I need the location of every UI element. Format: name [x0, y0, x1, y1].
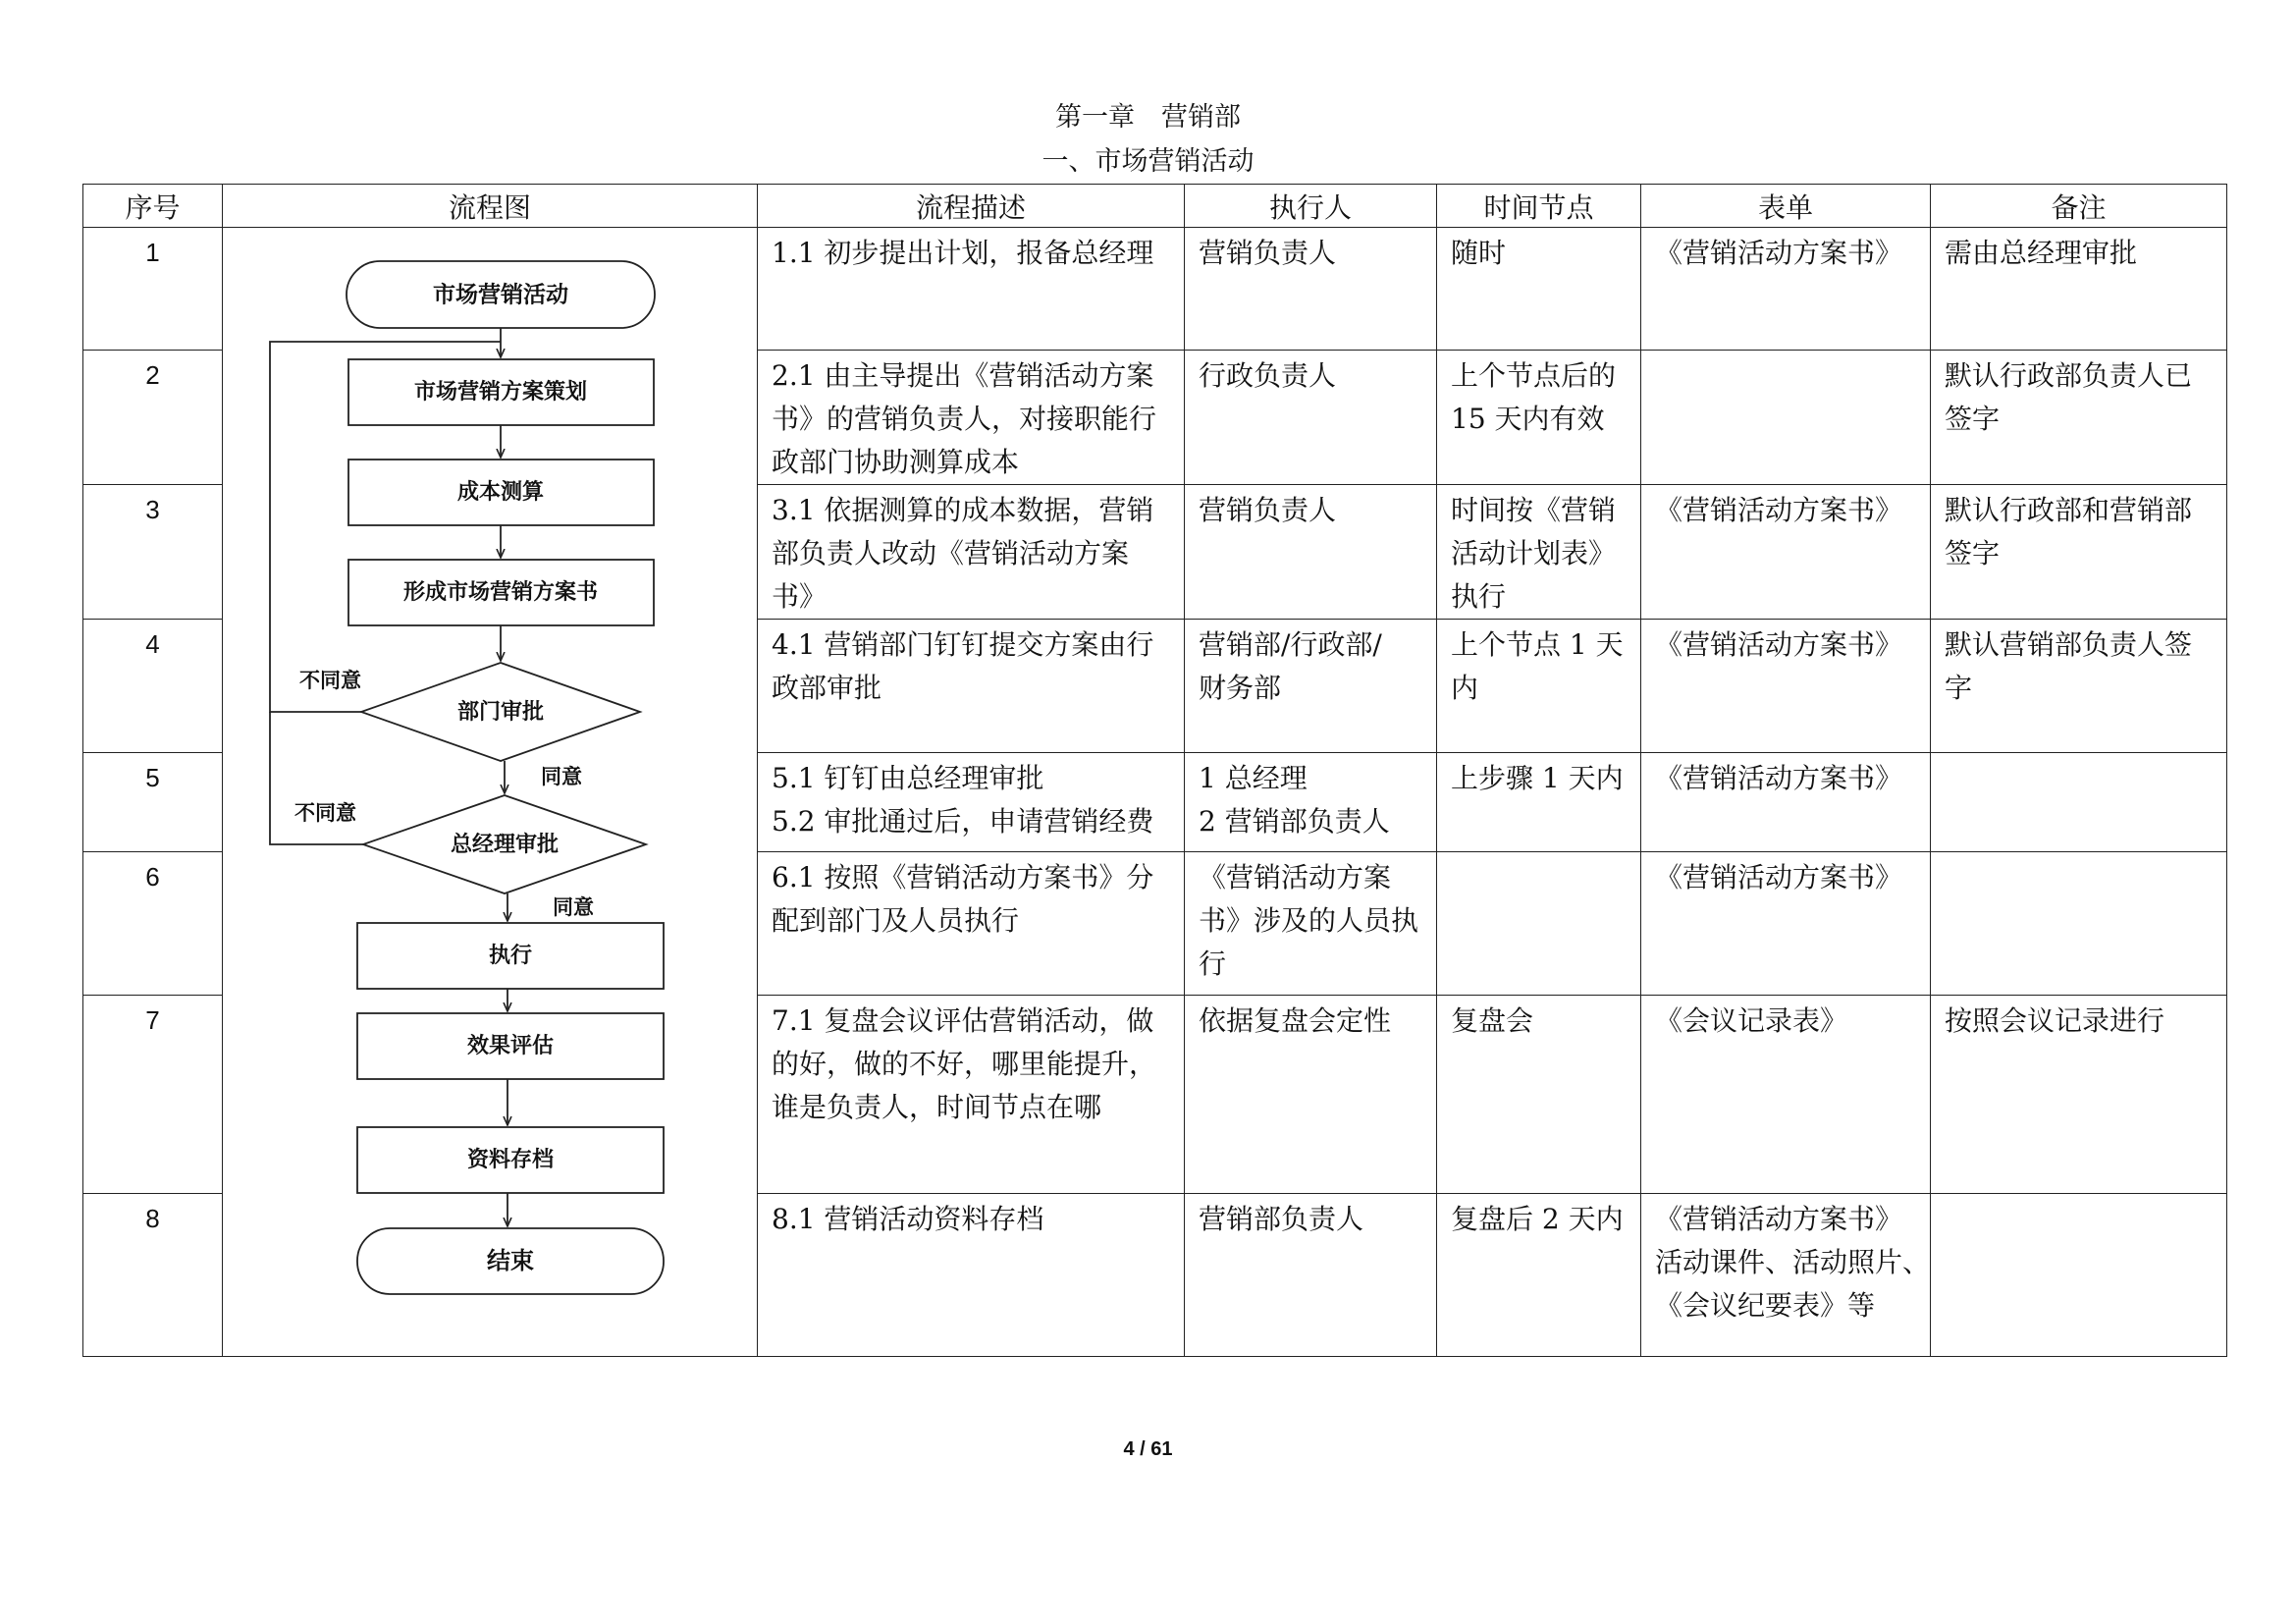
cell-line: 8.1 营销活动资料存档	[772, 1203, 1044, 1235]
cell-line: 默认行政部负责人已	[1945, 359, 2193, 392]
flow-dept-label: 部门审批	[456, 700, 545, 725]
cell-line: 签字	[1945, 537, 2001, 569]
cell-line: 上个节点后的	[1451, 359, 1617, 392]
cell-line: 部负责人改动《营销活动方案	[772, 537, 1130, 569]
executor-cell	[1185, 753, 1437, 852]
form-cell	[1641, 485, 1931, 620]
seq-cell: 3	[83, 485, 223, 620]
executor-cell	[1185, 1194, 1437, 1357]
cell-line: 3.1 依据测算的成本数据，营销	[772, 494, 1154, 526]
cell-line: 上个节点 1 天	[1451, 628, 1624, 661]
time-cell	[1437, 1194, 1641, 1357]
description-cell	[758, 228, 1185, 351]
note-cell	[1931, 228, 2227, 351]
flow-end-label: 结束	[487, 1247, 534, 1274]
cell-line: 1.1 初步提出计划，报备总经理	[772, 237, 1154, 269]
cell-line: 需由总经理审批	[1945, 237, 2138, 269]
time-cell	[1437, 485, 1641, 620]
cell-line: 默认行政部和营销部	[1945, 494, 2193, 526]
cell-line: 7.1 复盘会议评估营销活动，做	[772, 1004, 1154, 1037]
page-number: 4 / 61	[1123, 1438, 1173, 1460]
seq-cell: 7	[83, 996, 223, 1194]
note-cell	[1931, 753, 2227, 852]
cell-line: 《会议纪要表》等	[1655, 1289, 1876, 1322]
note-cell	[1931, 852, 2227, 996]
chapter-title: 第一章 营销部	[1055, 102, 1241, 133]
cell-line: 6.1 按照《营销活动方案书》分	[772, 861, 1154, 893]
executor-cell	[1185, 996, 1437, 1194]
flow-archive-label: 资料存档	[466, 1148, 555, 1172]
description-cell	[758, 351, 1185, 485]
description-cell	[758, 620, 1185, 753]
cell-line: 书》涉及的人员执	[1199, 904, 1419, 937]
note-cell	[1931, 351, 2227, 485]
cell-line: 政部审批	[772, 672, 882, 704]
cell-line: 书》	[772, 580, 828, 613]
cell-line: 活动课件、活动照片、	[1655, 1246, 1931, 1278]
time-cell	[1437, 852, 1641, 996]
cell-line: 上步骤 1 天内	[1451, 762, 1624, 794]
seq-cell: 5	[83, 753, 223, 852]
form-cell	[1641, 1194, 1931, 1357]
flow-disagree-label: 不同意	[299, 669, 361, 692]
cell-line: 签字	[1945, 403, 2001, 435]
form-cell	[1641, 228, 1931, 351]
flow-cost-label: 成本测算	[456, 480, 545, 505]
section-title: 一、市场营销活动	[1041, 146, 1255, 177]
cell-line: 《营销活动方案书》	[1655, 1203, 1903, 1235]
cell-line: 5.1 钉钉由总经理审批	[772, 762, 1044, 794]
executor-cell	[1185, 485, 1437, 620]
flow-exec-label: 执行	[488, 944, 533, 968]
cell-line: 的好，做的不好，哪里能提升，	[772, 1048, 1157, 1080]
executor-cell	[1185, 852, 1437, 996]
header-form: 表单	[1641, 185, 1931, 228]
flow-disagree-label: 不同意	[294, 801, 356, 825]
cell-line: 1 总经理	[1199, 762, 1308, 794]
note-cell	[1931, 996, 2227, 1194]
form-cell	[1641, 620, 1931, 753]
header-time: 时间节点	[1437, 185, 1641, 228]
cell-line: 执行	[1451, 580, 1507, 613]
cell-line: 复盘会	[1451, 1004, 1534, 1037]
flow-plan-label: 市场营销方案策划	[413, 380, 588, 405]
note-cell	[1931, 620, 2227, 753]
cell-line: 时间按《营销	[1451, 494, 1617, 526]
flow-eval-label: 效果评估	[466, 1034, 555, 1058]
time-cell	[1437, 753, 1641, 852]
cell-line: 营销部负责人	[1199, 1203, 1364, 1235]
description-cell	[758, 1194, 1185, 1357]
cell-line: 《营销活动方案	[1199, 861, 1392, 893]
cell-line: 15 天内有效	[1451, 403, 1605, 435]
cell-line: 《营销活动方案书》	[1655, 628, 1903, 661]
header-seq: 序号	[83, 185, 223, 228]
cell-line: 复盘后 2 天内	[1451, 1203, 1624, 1235]
executor-cell	[1185, 351, 1437, 485]
cell-line: 按照会议记录进行	[1945, 1004, 2165, 1037]
note-cell	[1931, 485, 2227, 620]
note-cell	[1931, 1194, 2227, 1357]
cell-line: 依据复盘会定性	[1199, 1004, 1392, 1037]
executor-cell	[1185, 228, 1437, 351]
cell-line: 书》的营销负责人，对接职能行	[772, 403, 1157, 435]
description-cell	[758, 753, 1185, 852]
flow-agree-label: 同意	[541, 765, 582, 788]
time-cell	[1437, 228, 1641, 351]
cell-line: 2 营销部负责人	[1199, 805, 1390, 838]
flow-gm-label: 总经理审批	[450, 833, 560, 857]
flowchart	[223, 228, 758, 1345]
cell-line: 营销负责人	[1199, 237, 1337, 269]
process-table	[82, 184, 2227, 1357]
seq-cell: 4	[83, 620, 223, 753]
cell-line: 2.1 由主导提出《营销活动方案	[772, 359, 1154, 392]
header-description: 流程描述	[758, 185, 1185, 228]
time-cell	[1437, 351, 1641, 485]
time-cell	[1437, 996, 1641, 1194]
flow-form-label: 形成市场营销方案书	[402, 580, 599, 605]
cell-line: 行政负责人	[1199, 359, 1337, 392]
cell-line: 政部门协助测算成本	[772, 446, 1020, 478]
form-cell	[1641, 996, 1931, 1194]
cell-line: 营销负责人	[1199, 494, 1337, 526]
cell-line: 《会议记录表》	[1655, 1004, 1848, 1037]
table-row	[83, 228, 2227, 351]
cell-line: 谁是负责人，时间节点在哪	[772, 1091, 1102, 1123]
cell-line: 随时	[1451, 237, 1507, 269]
header-executor: 执行人	[1185, 185, 1437, 228]
seq-cell: 2	[83, 351, 223, 485]
form-cell	[1641, 753, 1931, 852]
header-note: 备注	[1931, 185, 2227, 228]
form-cell	[1641, 351, 1931, 485]
cell-line: 《营销活动方案书》	[1655, 237, 1903, 269]
cell-line: 配到部门及人员执行	[772, 904, 1020, 937]
cell-line: 《营销活动方案书》	[1655, 494, 1903, 526]
table-header-row	[83, 185, 2227, 228]
cell-line: 内	[1451, 672, 1479, 704]
cell-line: 默认营销部负责人签	[1945, 628, 2193, 661]
time-cell	[1437, 620, 1641, 753]
description-cell	[758, 852, 1185, 996]
cell-line: 财务部	[1199, 672, 1282, 704]
cell-line: 《营销活动方案书》	[1655, 861, 1903, 893]
cell-line: 行	[1199, 947, 1227, 980]
seq-cell: 1	[83, 228, 223, 351]
cell-line: 《营销活动方案书》	[1655, 762, 1903, 794]
form-cell	[1641, 852, 1931, 996]
flowchart-cell	[223, 228, 758, 1357]
seq-cell: 8	[83, 1194, 223, 1357]
cell-line: 5.2 审批通过后，申请营销经费	[772, 805, 1154, 838]
description-cell	[758, 485, 1185, 620]
flow-agree-label: 同意	[553, 895, 594, 919]
executor-cell	[1185, 620, 1437, 753]
cell-line: 字	[1945, 672, 1973, 704]
flow-start-label: 市场营销活动	[433, 282, 568, 308]
header-flowchart: 流程图	[223, 185, 758, 228]
cell-line: 4.1 营销部门钉钉提交方案由行	[772, 628, 1154, 661]
description-cell	[758, 996, 1185, 1194]
cell-line: 营销部/行政部/	[1199, 628, 1382, 661]
seq-cell: 6	[83, 852, 223, 996]
cell-line: 活动计划表》	[1451, 537, 1617, 569]
